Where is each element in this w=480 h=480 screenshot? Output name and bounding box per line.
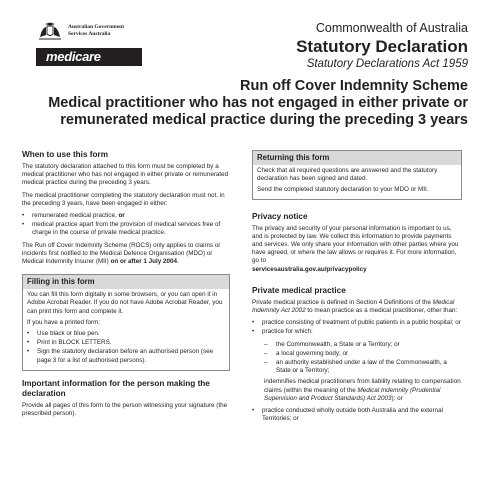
pmp-text-b: to mean practice as a medical practitioner, other than: [307, 307, 458, 315]
pmp-act: Medical Indemnity Act 2002 [252, 298, 455, 315]
when-paragraph-3 [22, 242, 230, 267]
list-item: • practice consisting of treatment of public patients in a public hospital; or [252, 319, 462, 327]
form-header [296, 20, 468, 71]
filling-list [27, 330, 225, 365]
medicare-logo: medicare [36, 48, 142, 66]
scheme-title: Run off Cover Indemnity Scheme [239, 78, 468, 94]
filling-box [22, 274, 230, 371]
list-item-text: remunerated medical practice, [32, 212, 117, 220]
coat-of-arms-icon [36, 22, 64, 42]
pmp2-text-b: ); or [391, 394, 403, 402]
returning-box [252, 150, 462, 200]
act-name: Statutory Declarations Act 1959 [306, 58, 468, 70]
subtitle-line-1: Medical practitioner who has not engaged in either private or [48, 95, 468, 111]
list-item: – an authority established under a law of the Commonwealth, a State or a Territory; [264, 359, 462, 375]
list-item-or: or [118, 212, 125, 220]
list-item: • Use black or blue pen. [27, 330, 225, 338]
pmp2-text-a: indemnifies medical practitioners from liability relating to compensation claims (within the meaning of the [264, 378, 461, 394]
privacy-link[interactable]: servicesaustralia.gov.au/privacypolicy [252, 265, 367, 273]
when-list [22, 212, 230, 238]
subtitle-line-2: remunerated medical practice during the preceding 3 years [60, 112, 468, 128]
when-paragraph-2: The medical practitioner completing the statutory declaration must not, in the preceding 3 years, have been engaged in either: [22, 191, 225, 207]
filling-heading: Filling in this form [23, 275, 229, 289]
important-heading: Important information for the person making the declaration [22, 378, 210, 398]
form-title: Statutory Declaration [296, 37, 468, 56]
list-item: – the Commonwealth, a State or a Territory; or [264, 341, 462, 349]
left-column [22, 150, 230, 422]
filling-paragraph-2: If you have a printed form: [27, 318, 101, 326]
pmp-sublist [264, 341, 462, 376]
list-item: – a local governing body; or [264, 350, 462, 358]
pmp2-act: Medical Indemnity (Prudential Supervision and Product Standards) Act 2003 [264, 386, 441, 402]
agency-line-2: Services Australia [68, 31, 111, 37]
pmp-heading: Private medical practice [252, 285, 346, 295]
right-column [252, 150, 462, 427]
pmp-paragraph-1 [252, 299, 462, 315]
returning-paragraph-2: Send the completed statutory declaration to your MDO or MII. [257, 186, 429, 194]
list-item: • practice for which: [252, 328, 462, 336]
jurisdiction: Commonwealth of Australia [315, 21, 468, 35]
rocs-date: on or after 1 July 2004 [110, 258, 178, 266]
rocs-end: . [177, 258, 179, 266]
privacy-heading: Privacy notice [252, 211, 308, 221]
list-item: • medical practice apart from the provision of medical services free of charge in the course of private medical practice. [22, 221, 230, 237]
list-item: • Print in BLOCK LETTERS. [27, 339, 225, 347]
agency-name [68, 24, 124, 38]
list-item [22, 212, 230, 220]
list-item: • Sign the statutory declaration before an authorised person (see page 3 for a list of authorised persons). [27, 348, 225, 364]
list-item: • practice conducted wholly outside both Australia and the external Territories; or [252, 407, 462, 423]
rocs-text: The Run off Cover Indemnity Scheme (ROCS) only applies to claims or incidents first notified to the Medical Defence Organisation (MDO) or Medical Indemnity Insurer (MII) [22, 241, 221, 266]
important-paragraph-1: Provide all pages of this form to the person witnessing your signature (the prescribed person). [22, 401, 228, 418]
filling-paragraph-1: You can fill this form digitally in some browsers, or you can open it in Adobe Acrobat Reader. If you do not have Adobe Acrobat Reader, you can print this form and complete it. [27, 291, 223, 315]
when-paragraph-1: The statutory declaration attached to this form must be completed by a medical practitioner who has not engaged in either private or remunerated medical practice during the preceding 3 years. [22, 163, 229, 187]
pmp-list [252, 319, 462, 336]
returning-paragraph-1: Check that all required questions are answered and the statutory declaration has been signed and dated. [257, 167, 438, 183]
form-titles [48, 78, 468, 129]
agency-line-1: Australian Government [68, 24, 125, 30]
when-heading: When to use this form [22, 150, 108, 159]
privacy-paragraph [252, 225, 462, 274]
returning-heading: Returning this form [253, 151, 461, 165]
pmp-list-2 [252, 407, 462, 423]
pmp-paragraph-2 [264, 378, 462, 403]
pmp-text-a: Private medical practice is defined in Section 4 Definitions of the [252, 298, 431, 306]
privacy-text: The privacy and security of your personal information is important to us, and is protected by law. We collect this information to provide payments and services. We only share your information with other parties where you have agreed, or where the law allows or requires it. For more information, go to [252, 224, 459, 265]
